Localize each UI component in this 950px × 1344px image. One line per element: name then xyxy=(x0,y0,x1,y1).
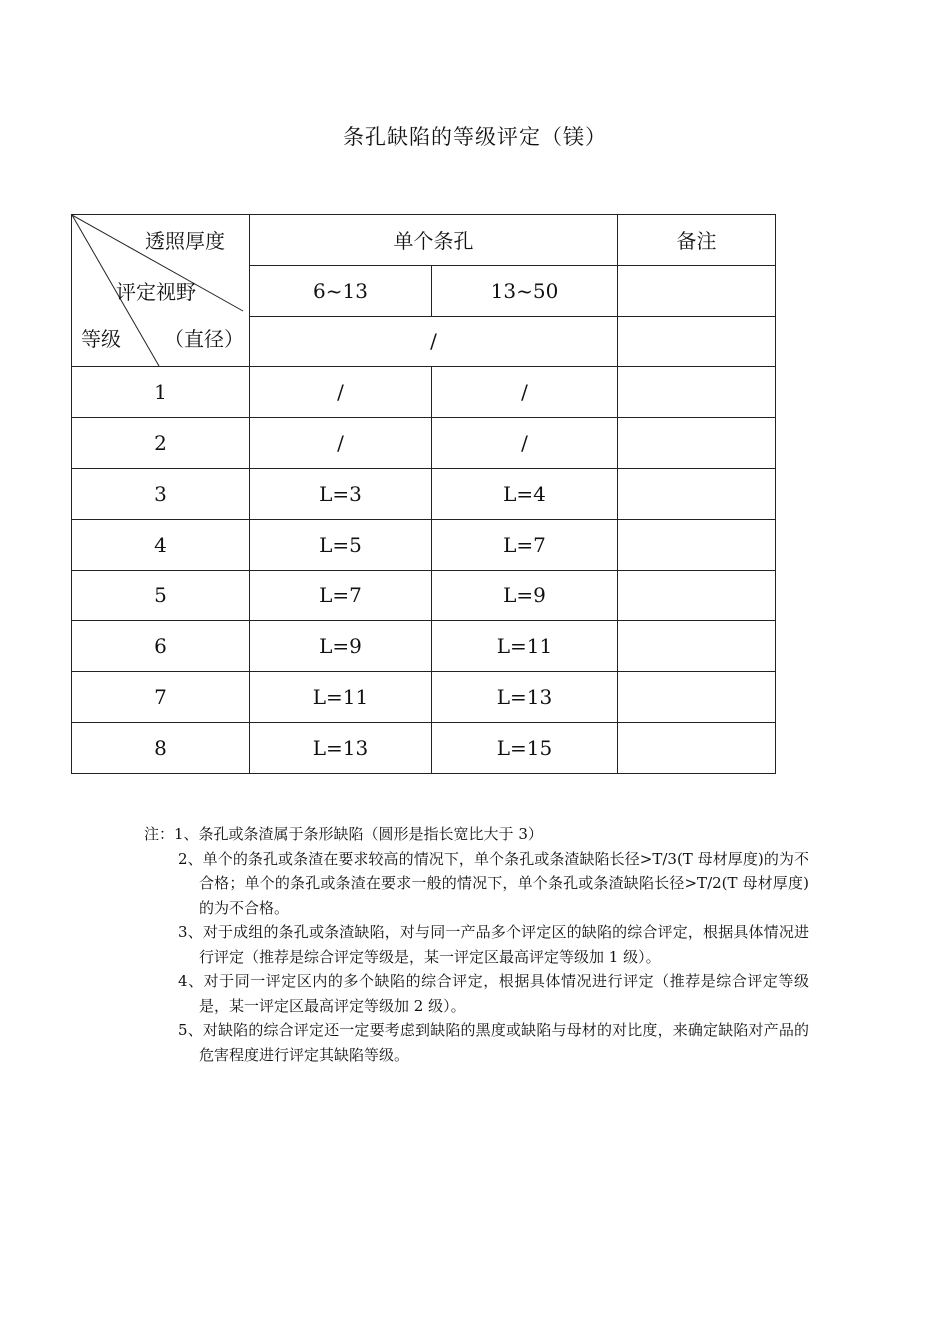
remark-cell xyxy=(618,672,776,723)
table-row xyxy=(72,468,776,519)
remark-cell xyxy=(618,468,776,519)
single-hole-header: 单个条孔 xyxy=(250,215,618,266)
grade-cell: 1 xyxy=(72,367,250,418)
thin-value-cell: L=9 xyxy=(250,621,432,672)
remark-cell xyxy=(618,316,776,367)
note-text: 2、单个的条孔或条渣在要求较高的情况下，单个条孔或条渣缺陷长径>T/3(T 母材厚度)的为不合格；单个的条孔或条渣在要求一般的情况下，单个条孔或条渣缺陷长径>T/2(T 母材厚度)的为不合格。 xyxy=(178,849,809,917)
grade-cell: 7 xyxy=(72,672,250,723)
note-item xyxy=(144,1018,809,1067)
note-text: 5、对缺陷的综合评定还一定要考虑到缺陷的黑度或缺陷与母材的对比度，来确定缺陷对产品的危害程度进行评定其缺陷等级。 xyxy=(178,1021,809,1064)
grade-cell: 5 xyxy=(72,570,250,621)
grade-cell: 3 xyxy=(72,468,250,519)
thick-value-cell: L=13 xyxy=(432,672,618,723)
grade-cell: 4 xyxy=(72,519,250,570)
thin-value-cell: / xyxy=(250,367,432,418)
thin-value-cell: L=5 xyxy=(250,519,432,570)
grade-table xyxy=(71,214,776,774)
remark-header: 备注 xyxy=(618,215,776,266)
note-text: 1、条孔或条渣属于条形缺陷（圆形是指长宽比大于 3） xyxy=(174,825,543,843)
table-row xyxy=(72,672,776,723)
note-text: 4、对于同一评定区内的多个缺陷的综合评定，根据具体情况进行评定（推荐是综合评定等级是，某一评定区最高评定等级加 2 级）。 xyxy=(178,972,809,1015)
grade-cell: 6 xyxy=(72,621,250,672)
remark-cell xyxy=(618,621,776,672)
notes-section xyxy=(144,822,809,1067)
note-text: 3、对于成组的条孔或条渣缺陷，对与同一产品多个评定区的缺陷的综合评定，根据具体情况进行评定（推荐是综合评定等级是，某一评定区最高评定等级加 1 级）。 xyxy=(178,923,809,966)
thick-value-cell: / xyxy=(432,418,618,469)
thickness-range-thick: 13~50 xyxy=(432,265,618,316)
table-row xyxy=(72,722,776,773)
remark-cell xyxy=(618,265,776,316)
remark-cell xyxy=(618,570,776,621)
field-value: / xyxy=(250,316,618,367)
remark-cell xyxy=(618,367,776,418)
thick-value-cell: L=7 xyxy=(432,519,618,570)
note-item xyxy=(144,847,809,921)
remark-cell xyxy=(618,519,776,570)
thin-value-cell: L=3 xyxy=(250,468,432,519)
thickness-range-thin: 6~13 xyxy=(250,265,432,316)
table-row xyxy=(72,367,776,418)
thick-value-cell: L=11 xyxy=(432,621,618,672)
note-item xyxy=(144,969,809,1018)
thin-value-cell: L=11 xyxy=(250,672,432,723)
thick-value-cell: L=15 xyxy=(432,722,618,773)
diagonal-header-cell xyxy=(72,215,250,367)
thin-value-cell: L=13 xyxy=(250,722,432,773)
header-row-1 xyxy=(72,215,776,266)
page-title: 条孔缺陷的等级评定（镁） xyxy=(343,125,607,149)
note-item xyxy=(144,920,809,969)
thin-value-cell: L=7 xyxy=(250,570,432,621)
table-row xyxy=(72,570,776,621)
note-item xyxy=(144,822,809,847)
diameter-label: （直径） xyxy=(164,327,244,351)
thick-value-cell: L=9 xyxy=(432,570,618,621)
remark-cell xyxy=(618,722,776,773)
thick-value-cell: / xyxy=(432,367,618,418)
table-row xyxy=(72,519,776,570)
thickness-label: 透照厚度 xyxy=(145,229,225,253)
grade-cell: 8 xyxy=(72,722,250,773)
thick-value-cell: L=4 xyxy=(432,468,618,519)
thin-value-cell: / xyxy=(250,418,432,469)
table-row xyxy=(72,621,776,672)
table-row xyxy=(72,418,776,469)
grade-label: 等级 xyxy=(81,327,121,351)
remark-cell xyxy=(618,418,776,469)
grade-cell: 2 xyxy=(72,418,250,469)
field-label: 评定视野 xyxy=(116,280,196,304)
notes-prefix: 注： xyxy=(144,825,175,843)
